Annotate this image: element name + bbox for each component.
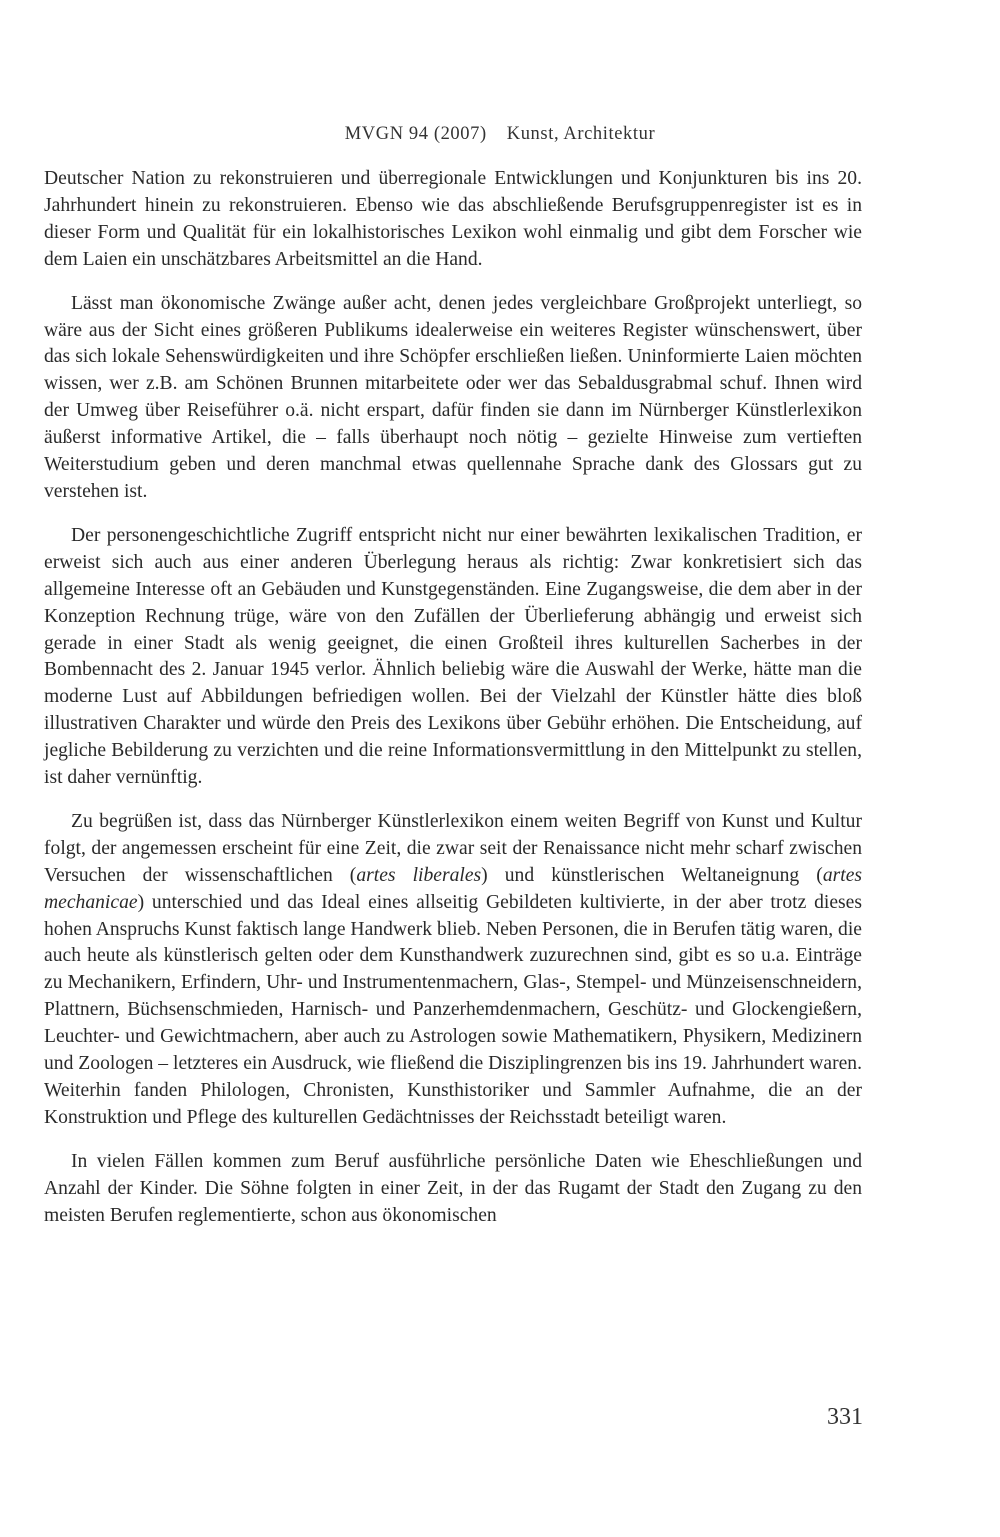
- paragraph-4-part-1: Zu begrüßen ist, dass das Nürnberger Künstlerlexikon einem weiten Begriff von Kunst und Kultur folgt, der angemessen erscheint für eine Zeit, die zwar seit der Renaissance nicht mehr scharf zwischen Versuchen der wissenschaftlichen (: [44, 810, 862, 886]
- paragraph-4: [44, 809, 862, 1132]
- paragraph-2: Lässt man ökonomische Zwänge außer acht, denen jedes vergleichbare Großprojekt unterliegt, so wäre aus der Sicht eines größeren Publikums idealerweise ein weiteres Register wünschenswert, über das sich lokale Sehenswürdigkeiten und ihre Schöpfer erschließen ließen. Uninformierte Laien möchten wissen, wer z.B. am Schönen Brunnen mitarbeitete oder wer das Sebaldusgrabmal schuf. Ihnen wird der Umweg über Reiseführer o.ä. nicht erspart, dafür finden sie dann im Nürnberger Künstlerlexikon äußerst informative Artikel, die – falls überhaupt noch nötig – gezielte Hinweise zum vertieften Weiterstudium geben und deren manchmal etwas quellennahe Sprache dank des Glossars gut zu verstehen ist.: [44, 292, 862, 502]
- section-title: Kunst, Architektur: [506, 124, 656, 144]
- term-artes-mechanicae: artes mechanicae: [44, 864, 863, 913]
- page-number: 331: [827, 1404, 863, 1430]
- journal-reference: MVGN 94 (2007): [344, 124, 487, 144]
- paragraph-4-part-2: ) und künstlerischen Weltaneignung (: [481, 864, 823, 886]
- paragraph-1: Deutscher Nation zu rekonstruieren und überregionale Entwicklungen und Konjunkturen bis ins 20. Jahrhundert hinein zu rekonstruieren. Ebenso wie das abschließende Berufsgruppenregister ist es in dieser Form und Qualität für ein lokalhistorisches Lexikon wohl einmalig und gibt dem Forscher wie dem Laien ein unschätzbares Arbeitsmittel an die Hand.: [44, 168, 862, 270]
- term-artes-liberales: artes liberales: [356, 864, 482, 886]
- paragraph-4-part-3: ) unterschied und das Ideal eines allseitig Gebildeten kultivierte, in der aber trotz dieses hohen Anspruchs Kunst faktisch lange Handwerk blieb. Neben Personen, die in Berufen tätig waren, die auch heute als künstlerisch gelten oder dem Kunsthandwerk zuzurechnen sind, gibt es so u.a. Einträge zu Mechanikern, Erfindern, Uhr- und Instrumentenmachern, Glas-, Stempel- und Münzeisenschneidern, Plattnern, Büchsenschmieden, Harnisch- und Panzerhemdenmachern, Geschütz- und Glockengießern, Leuchter- und Gewichtmachern, aber auch zu Astrologen sowie Mathematikern, Physikern, Medizinern und Zoologen – letzteres ein Ausdruck, wie fließend die Disziplingrenzen bis ins 19. Jahrhundert waren. Weiterhin fanden Philologen, Chronisten, Kunsthistoriker und Sammler Aufnahme, die an der Konstruktion und Pflege des kulturellen Gedächtnisses der Reichsstadt beteiligt waren.: [44, 891, 862, 1128]
- running-header: [0, 124, 1000, 145]
- body-text: [44, 166, 862, 1247]
- paragraph-5: In vielen Fällen kommen zum Beruf ausführliche persönliche Daten wie Eheschließungen und Anzahl der Kinder. Die Söhne folgten in einer Zeit, in der das Rugamt der Stadt den Zugang zu den meisten Berufen reglementierte, schon aus ökonomischen: [44, 1150, 862, 1226]
- paragraph-3: Der personengeschichtliche Zugriff entspricht nicht nur einer bewährten lexikalischen Tradition, er erweist sich auch aus einer anderen Überlegung heraus als richtig: Zwar konkretisiert sich das allgemeine Interesse oft an Gebäuden und Kunstgegenständen. Eine Zugangsweise, die dem aber in der Konzeption Rechnung trüge, wäre von den Zufällen der Überlieferung abhängig und erweist sich gerade in einer Stadt als wenig geeignet, die einen Großteil ihres kulturellen Sacherbes in der Bombennacht des 2. Januar 1945 verlor. Ähnlich beliebig wäre die Auswahl der Werke, hätte man die moderne Lust auf Abbildungen befriedigen wollen. Bei der Vielzahl der Künstler hätte dies bloß illustrativen Charakter und würde den Preis des Lexikons über Gebühr erhöhen. Die Entscheidung, auf jegliche Bebilderung zu verzichten und die reine Informationsvermittlung in den Mittelpunkt zu stellen, ist daher vernünftig.: [44, 524, 862, 789]
